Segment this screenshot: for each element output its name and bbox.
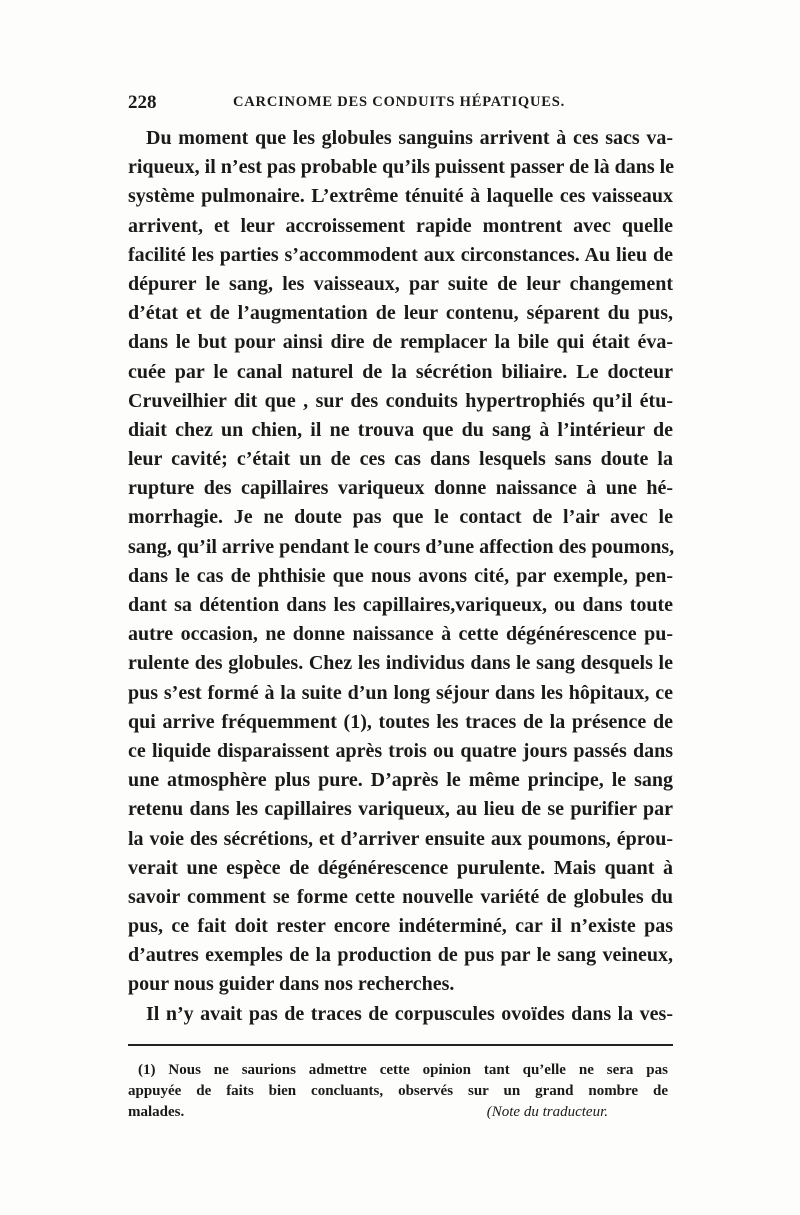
text-line: dant sa détention dans les capillaires,variqueux, ou dans toute	[128, 594, 673, 616]
body-text	[128, 124, 673, 1029]
running-title: CARCINOME DES CONDUITS HÉPATIQUES.	[233, 94, 566, 110]
footnote-line: malades.	[128, 1103, 185, 1120]
text-line: ce liquide disparaissent après trois ou quatre jours passés dans	[128, 739, 673, 762]
text-line: qui arrive fréquemment (1), toutes les traces de la présence de	[128, 710, 673, 733]
text-line: riqueux, il n’est pas probable qu’ils puissent passer de là dans le	[128, 156, 675, 179]
footnote-last-line	[128, 1102, 608, 1123]
text-line: Cruveilhier dit que , sur des conduits hypertrophiés qu’il étu-	[128, 389, 673, 412]
text-line: d’autres exemples de la production de pus par le sang veineux,	[128, 944, 673, 967]
text-line: d’état et de l’augmentation de leur contenu, séparent du pus,	[128, 302, 673, 325]
footnote-line: (1) Nous ne saurions admettre cette opinion tant qu’elle ne sera pas	[138, 1061, 668, 1078]
text-line: une atmosphère plus pure. D’après le même principe, le sang	[128, 769, 673, 792]
text-line: pour nous guider dans nos recherches.	[128, 973, 455, 996]
text-line: système pulmonaire. L’extrême ténuité à laquelle ces vaisseaux	[128, 185, 673, 208]
footnote-rule	[128, 1044, 673, 1046]
text-line: rupture des capillaires variqueux donne naissance à une hé-	[128, 477, 673, 500]
text-line: dans le cas de phthisie que nous avons cité, par exemple, pen-	[128, 564, 673, 587]
text-line: morrhagie. Je ne doute pas que le contact de l’air avec le	[128, 506, 673, 529]
footnote	[128, 1060, 673, 1123]
text-line: Il n’y avait pas de traces de corpuscules ovoïdes dans la ves-	[146, 1002, 673, 1025]
book-page	[128, 92, 673, 1123]
footnote-line: appuyée de faits bien concluants, observés sur un grand nombre de	[128, 1082, 668, 1099]
text-line: facilité les parties s’accommodent aux circonstances. Au lieu de	[128, 243, 673, 266]
text-line: la voie des sécrétions, et d’arriver ensuite aux poumons, éprou-	[128, 827, 673, 850]
text-line: pus, ce fait doit rester encore indéterminé, car il n’existe pas	[128, 915, 673, 938]
text-line: sang, qu’il arrive pendant le cours d’une affection des poumons,	[128, 535, 675, 558]
text-line: leur cavité; c’était un de ces cas dans lesquels sans doute la	[128, 448, 673, 471]
page-number: 228	[128, 92, 157, 113]
text-line: cuée par le canal naturel de la sécrétion biliaire. Le docteur	[128, 360, 673, 383]
text-line: dépurer le sang, les vaisseaux, par suite de leur changement	[128, 272, 673, 295]
text-line: Du moment que les globules sanguins arrivent à ces sacs va-	[146, 127, 673, 149]
text-line: pus s’est formé à la suite d’un long séjour dans les hôpitaux, ce	[128, 681, 673, 704]
text-line: retenu dans les capillaires variqueux, au lieu de se purifier par	[128, 798, 673, 821]
text-line: verait une espèce de dégénérescence purulente. Mais quant à	[128, 856, 673, 879]
text-line: rulente des globules. Chez les individus dans le sang desquels le	[128, 652, 673, 675]
footnote-credit: (Note du traducteur.	[486, 1103, 608, 1120]
text-line: autre occasion, ne donne naissance à cette dégénérescence pu-	[128, 623, 673, 646]
text-line: savoir comment se forme cette nouvelle variété de globules du	[128, 885, 673, 908]
text-line: diait chez un chien, il ne trouva que du sang à l’intérieur de	[128, 418, 673, 441]
running-head	[128, 92, 673, 124]
text-line: dans le but pour ainsi dire de remplacer la bile qui était éva-	[128, 331, 673, 354]
text-line: arrivent, et leur accroissement rapide montrent avec quelle	[128, 214, 673, 237]
